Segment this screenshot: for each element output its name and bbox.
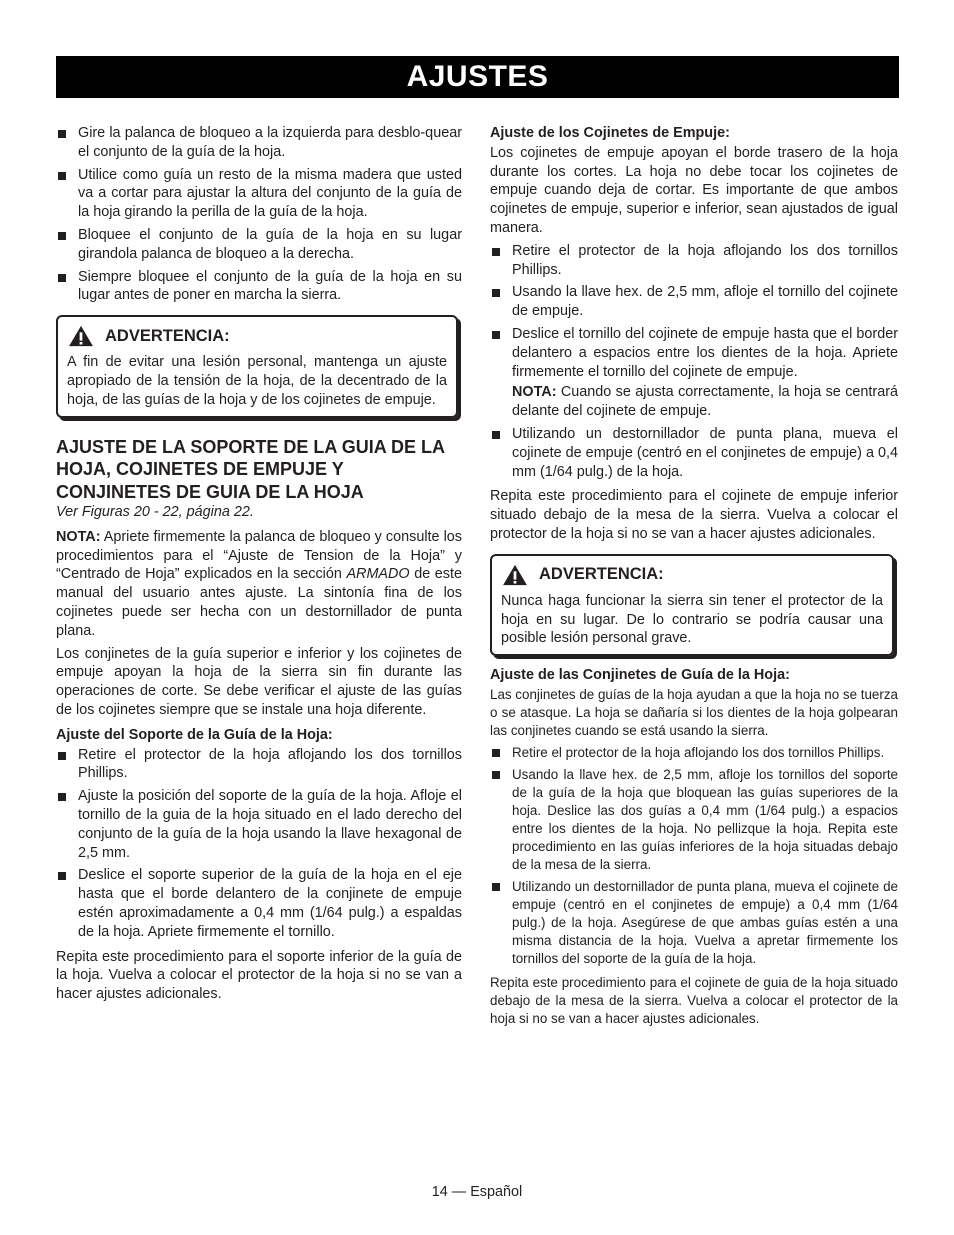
warning-triangle-icon <box>67 325 95 347</box>
list-item: Usando la llave hex. de 2,5 mm, afloje los tornillos del soporte de la guía de la hoja que bloquean las guías superiores de la hoja. Deslice las dos guías a 0,4 mm (1/64 pulg.) a espacios entre los dientes de la hoja. No pellizque la hoja. Repita este procedimiento en las guías inferiores de la hoja situadas debajo de la mesa de la sierra. <box>490 766 898 874</box>
bullet-square-icon <box>58 172 66 180</box>
bullet-square-icon <box>58 872 66 880</box>
list-item: Utilizando un destornillador de punta plana, mueva el cojinete de empuje (centró en el conjinetes de empuje) a 0,4 mm (1/64 pulg.) de la hoja. <box>490 425 898 481</box>
body-paragraph: Los conjinetes de la guía superior e inferior y los cojinetes de empuje apoyan la hoja de la sierra sin fin durante las operaciones de corte. Se debe verificar el ajuste de las guías de los cojinetes siempre que se instale una hoja diferente. <box>56 645 462 719</box>
figure-reference: Ver Figuras 20 - 22, página 22. <box>56 504 254 521</box>
bullet-square-icon <box>492 289 500 297</box>
bullet-square-icon <box>492 883 500 891</box>
closing-paragraph: Repita este procedimiento para el cojinete de guia de la hoja situado debajo de la mesa de la sierra. Vuelva a colocar el protector de la hoja si no se van a hacer ajustes adicionales. <box>490 974 898 1026</box>
body-paragraph: Los cojinetes de empuje apoyan el borde trasero de la hoja durante los cortes. La hoja no debe tocar los cojinetes de empuje cuando deja de cortar. Es importante de que ambos cojinetes de empuje, superior e inferior, sean ajustados de igual manera. <box>490 144 898 236</box>
bullet-square-icon <box>58 130 66 138</box>
warning-box <box>56 315 458 417</box>
sub-bullet-list <box>56 746 462 942</box>
body-paragraph: Las conjinetes de guías de la hoja ayudan a que la hoja no se tuerza o se atasque. La hoja se dañaría si los dientes de la hoja golpearan las conjinetes cuando se está usando la sierra. <box>490 686 898 738</box>
list-item: Deslice el soporte superior de la guía de la hoja en el eje hasta que el borde delantero de la conjinete de empuje estén aproximadamente a 0,4 mm (1/64 pulg.) a espaldas de la hoja. Apriete firmemente el tornillo. <box>56 866 462 941</box>
warning-triangle-icon <box>501 564 529 586</box>
sub-heading: Ajuste de las Conjinetes de Guía de la Hoja: <box>490 667 790 684</box>
intro-bullet-list <box>56 124 462 305</box>
page-footer: 14 — Español <box>431 1184 523 1200</box>
list-item: Bloquee el conjunto de la guía de la hoja en su lugar girandola palanca de bloqueo a la derecha. <box>56 226 462 264</box>
list-item: Usando la llave hex. de 2,5 mm, afloje el tornillo del cojinete de empuje. <box>490 283 898 321</box>
list-item: Utilice como guía un resto de la misma madera que usted va a cortar para ajustar la altura del conjunto de la guía de la hoja girando la perilla de la guía de la hoja. <box>56 166 462 222</box>
list-item: Gire la palanca de bloqueo a la izquierda para desblo-quear el conjunto de la guía de la hoja. <box>56 124 462 162</box>
list-item: Utilizando un destornillador de punta plana, mueva el cojinete de empuje (centró en el conjinetes de empuje) a 0,4 mm (1/64 pulg.) de la hoja. Asegúrese de que ambas guías estén a una misma distancia de la hoja. Vuelva a apretar firmemente los tornillos del soporte de la guía de la hoja. <box>490 878 898 968</box>
warning-title: ADVERTENCIA: <box>539 565 664 584</box>
list-item: Retire el protector de la hoja aflojando los dos tornillos Phillips. <box>490 242 898 280</box>
closing-paragraph: Repita este procedimiento para el cojinete de empuje inferior situado debajo de la mesa de la sierra. Vuelva a colocar el protector de la hoja si no se van a hacer ajustes adicionales. <box>490 488 898 542</box>
bullet-square-icon <box>58 232 66 240</box>
bullet-square-icon <box>492 331 500 339</box>
warning-text: A fin de evitar una lesión personal, mantenga un ajuste apropiado de la tensión de la hoja, de la decentrado de la hoja, de las guías de la hoja y de los cojinetes de empuje. <box>67 354 447 408</box>
bullet-square-icon <box>58 274 66 282</box>
list-item: Retire el protector de la hoja aflojando los dos tornillos Phillips. <box>56 746 462 784</box>
warning-text: Nunca haga funcionar la sierra sin tener el protector de la hoja en su lugar. De lo contrario se podría causar una posible lesión personal grave. <box>501 592 883 647</box>
left-column <box>56 124 462 1008</box>
bullet-square-icon <box>492 771 500 779</box>
section-heading: AJUSTE DE LA SOPORTE DE LA GUIA DE LA HOJA, COJINETES DE EMPUJE Y CONJINETES DE GUIA DE LA HOJA <box>56 436 445 502</box>
bullet-square-icon <box>58 793 66 801</box>
bullet-square-icon <box>58 752 66 760</box>
warning-title: ADVERTENCIA: <box>105 326 230 345</box>
page-title-bar <box>56 56 899 98</box>
right-column <box>490 124 898 1032</box>
list-item: Ajuste la posición del soporte de la guía de la hoja. Afloje el tornillo de la guia de la hoja situado en el lado derecho del conjunto de la guía de la hoja usando la llave hexagonal de 2,5 mm. <box>56 787 462 862</box>
list-item: Siempre bloquee el conjunto de la guía de la hoja en su lugar antes de poner en marcha la sierra. <box>56 268 462 306</box>
closing-paragraph: Repita este procedimiento para el soporte inferior de la guía de la hoja. Vuelva a colocar el protector de la hoja si no se van a hacer ajustes adicionales. <box>56 948 462 1003</box>
bullet-square-icon <box>492 431 500 439</box>
inline-note: NOTA: Cuando se ajusta correctamente, la hoja se centrará delante del cojinete de empuje. <box>512 384 898 420</box>
sub-heading: Ajuste del Soporte de la Guía de la Hoja: <box>56 726 333 743</box>
bullet-square-icon <box>492 749 500 757</box>
bullet-square-icon <box>492 248 500 256</box>
sub-heading: Ajuste de los Cojinetes de Empuje: <box>490 125 730 141</box>
page-title: AJUSTES <box>406 60 549 93</box>
list-item: Retire el protector de la hoja aflojando los dos tornillos Phillips. <box>490 744 898 762</box>
note-paragraph: NOTA: Apriete firmemente la palanca de bloqueo y consulte los procedimientos para el “Ajuste de Tension de la Hoja” y “Centrado de Hoja” explicados en la sección ARMADO de este manual del usuario antes ajuste. La sintonía fina de los cojinetes puede ser hecha con un destornillador de punta plana. <box>56 528 462 639</box>
guide-bearing-bullet-list <box>490 744 898 968</box>
thrust-bearing-bullet-list <box>490 242 898 482</box>
warning-box <box>490 554 894 656</box>
list-item: Deslice el tornillo del cojinete de empuje hasta que el border delantero a espacios entre los dientes de la hoja. Apriete firmemente el tornillo del cojinete de empuje. NOTA: Cuando se ajusta correctamente, la hoja se centrará delante del cojinete de empuje. <box>490 325 898 421</box>
